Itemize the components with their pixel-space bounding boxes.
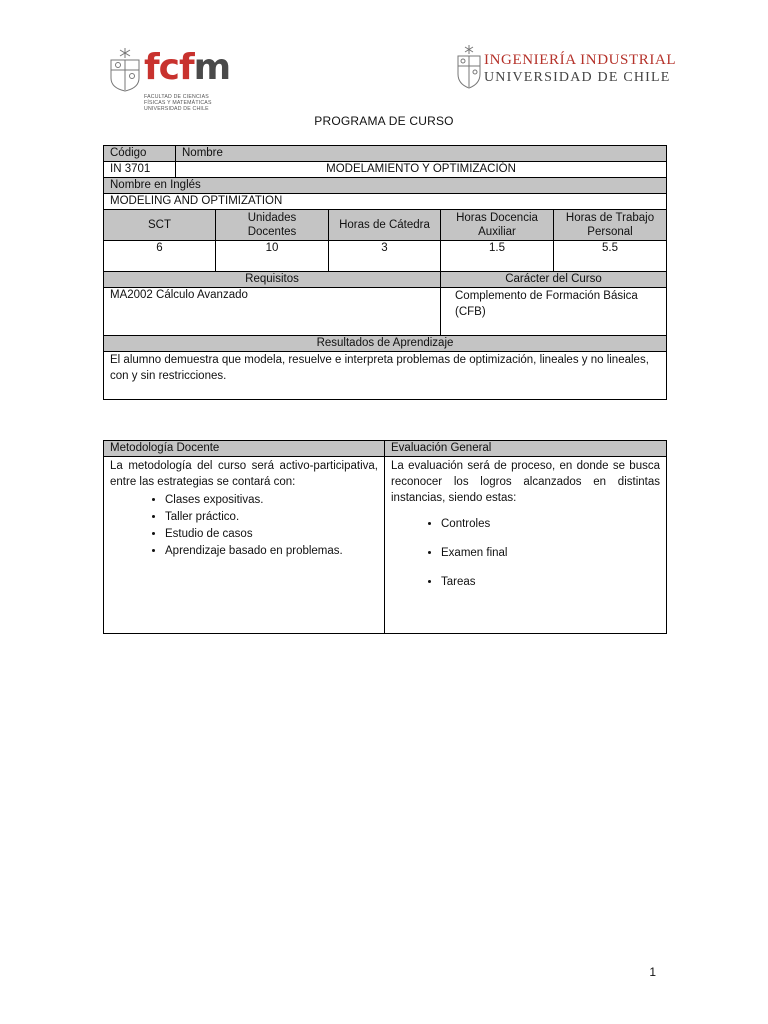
nombre-ingles-label: Nombre en Inglés bbox=[104, 178, 667, 194]
list-item: • Tareas bbox=[441, 574, 660, 590]
fcfm-logo bbox=[108, 42, 231, 118]
evaluacion-label: Evaluación General bbox=[385, 441, 667, 457]
caracter-label: Carácter del Curso bbox=[441, 272, 667, 288]
list-item: • Clases expositivas. bbox=[165, 492, 378, 509]
metodologia-text: La metodología del curso será activo-participativa, entre las estrategias se contará con: bbox=[110, 460, 378, 488]
sct-header: SCT bbox=[104, 210, 216, 241]
evaluacion-text: La evaluación será de proceso, en donde se busca reconocer los logros alcanzados en distintas instancias, siendo estas: bbox=[391, 460, 660, 504]
list-item: • Examen final bbox=[441, 545, 660, 561]
horas-auxiliar-header: Horas Docencia Auxiliar bbox=[441, 210, 554, 241]
requisitos-value: MA2002 Cálculo Avanzado bbox=[104, 288, 441, 336]
codigo-label: Código bbox=[104, 146, 176, 162]
page-title: PROGRAMA DE CURSO bbox=[314, 114, 454, 128]
list-item: • Estudio de casos bbox=[165, 526, 378, 543]
unidades-docentes-value: 10 bbox=[216, 241, 329, 272]
horas-trabajo-value: 5.5 bbox=[554, 241, 667, 272]
metodologia-list bbox=[110, 492, 378, 560]
fcfm-subtitle: FACULTAD DE CIENCIAS FÍSICAS Y MATEMÁTICAS UNIVERSIDAD DE CHILE bbox=[144, 94, 212, 112]
fcfm-brand: fcfm bbox=[144, 47, 231, 88]
course-info-table bbox=[103, 145, 667, 400]
ingenieria-industrial-logo bbox=[456, 44, 677, 90]
metodologia-label: Metodología Docente bbox=[104, 441, 385, 457]
course-code: IN 3701 bbox=[104, 162, 176, 178]
nombre-label: Nombre bbox=[176, 146, 667, 162]
list-item: • Controles bbox=[441, 516, 660, 532]
horas-trabajo-header: Horas de Trabajo Personal bbox=[554, 210, 667, 241]
course-name: MODELAMIENTO Y OPTIMIZACIÓN bbox=[176, 162, 667, 178]
caracter-value: Complemento de Formación Básica (CFB) bbox=[441, 288, 667, 336]
requisitos-label: Requisitos bbox=[104, 272, 441, 288]
evaluacion-list bbox=[391, 516, 660, 590]
sct-value: 6 bbox=[104, 241, 216, 272]
horas-catedra-header: Horas de Cátedra bbox=[329, 210, 441, 241]
evaluacion-cell bbox=[385, 457, 667, 634]
university-seal-icon bbox=[456, 44, 482, 90]
horas-catedra-value: 3 bbox=[329, 241, 441, 272]
list-item: • Aprendizaje basado en problemas. bbox=[165, 543, 378, 560]
resultados-label: Resultados de Aprendizaje bbox=[104, 336, 667, 352]
resultados-value: El alumno demuestra que modela, resuelve e interpreta problemas de optimización, lineales y no lineales, con y sin restricciones. bbox=[104, 352, 667, 400]
dept-name: INGENIERÍA INDUSTRIAL bbox=[484, 52, 677, 68]
university-seal-icon bbox=[108, 46, 142, 92]
page-number: 1 bbox=[649, 965, 656, 979]
course-name-english: MODELING AND OPTIMIZATION bbox=[104, 194, 667, 210]
unidades-docentes-header: Unidades Docentes bbox=[216, 210, 329, 241]
metodologia-cell bbox=[104, 457, 385, 634]
list-item: • Taller práctico. bbox=[165, 509, 378, 526]
university-name: UNIVERSIDAD DE CHILE bbox=[484, 70, 671, 85]
methodology-table bbox=[103, 440, 667, 634]
horas-auxiliar-value: 1.5 bbox=[441, 241, 554, 272]
